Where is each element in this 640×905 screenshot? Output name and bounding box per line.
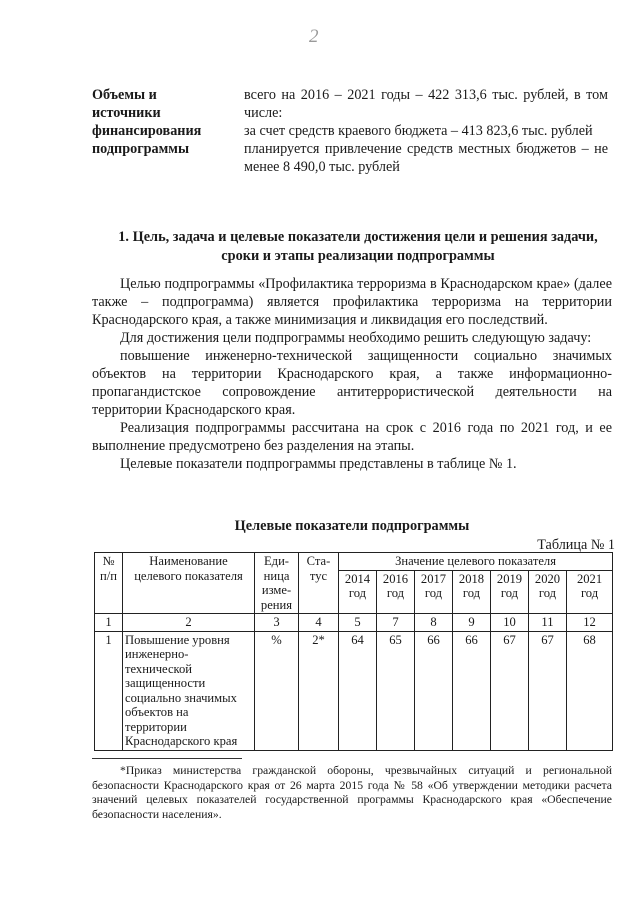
year-cell: 2014 год	[339, 570, 377, 614]
row-value: 67	[529, 631, 567, 750]
footnote-text: *Приказ министерства гражданской обороны, чрезвычайных ситуаций и региональной безопасности Краснодарского края от 26 марта 2015 года № 58 «Об утверждении методики расчета значений целевых показателей государственной программы Краснодарского края «Обеспечение безопасности населения».	[92, 764, 612, 821]
column-number: 7	[377, 614, 415, 632]
table-title: Целевые показатели подпрограммы	[234, 518, 470, 534]
row-name: Повышение уровня инженерно-технической защищенности социально значимых объектов на территории Краснодарского края	[123, 631, 255, 750]
header-num: № п/п	[95, 553, 123, 614]
section-heading-line: сроки и этапы реализации подпрограммы	[221, 247, 495, 264]
paragraph-term: Реализация подпрограммы рассчитана на срок с 2016 года по 2021 год, и ее выполнение предусмотрено без разделения на этапы.	[92, 420, 612, 454]
header-name: Наименование целевого показателя	[123, 553, 255, 614]
row-value: 68	[567, 631, 613, 750]
column-number: 4	[299, 614, 339, 632]
table-number: Таблица № 1	[537, 537, 615, 553]
column-number: 11	[529, 614, 567, 632]
financing-label-line: Объемы и	[92, 87, 157, 103]
row-num: 1	[95, 631, 123, 750]
financing-total: всего на 2016 – 2021 годы – 422 313,6 тыс. рублей, в том числе:	[244, 87, 608, 121]
year-cell: 2017 год	[415, 570, 453, 614]
year-cell: 2016 год	[377, 570, 415, 614]
row-value: 67	[491, 631, 529, 750]
header-unit: Еди-ница изме-рения	[255, 553, 299, 614]
header-values: Значение целевого показателя	[339, 553, 613, 571]
financing-local: планируется привлечение средств местных бюджетов – не менее 8 490,0 тыс. рублей	[244, 141, 608, 175]
footnote-divider	[92, 758, 242, 759]
financing-label-line: источники	[92, 105, 161, 121]
paragraph-task-intro: Для достижения цели подпрограммы необходимо решить следующую задачу:	[120, 330, 592, 346]
row-value: 66	[453, 631, 491, 750]
financing-label-line: финансирования	[92, 123, 202, 139]
footnote	[92, 764, 612, 822]
year-cell: 2018 год	[453, 570, 491, 614]
page-number: 2	[309, 26, 319, 47]
paragraph-goal: Целью подпрограммы «Профилактика терроризма в Краснодарском крае» (далее также – подпрограмма) является профилактика терроризма на территории Краснодарского края, а также минимизация и ликвидация его последствий.	[92, 276, 612, 328]
targets-table	[94, 552, 613, 751]
table-row	[95, 631, 613, 750]
row-value: 64	[339, 631, 377, 750]
column-number: 1	[95, 614, 123, 632]
financing-label-line: подпрограммы	[92, 141, 190, 157]
financing-label	[92, 86, 242, 158]
financing-values	[244, 86, 608, 176]
financing-regional: за счет средств краевого бюджета – 413 823,6 тыс. рублей	[244, 123, 593, 139]
section-heading-line: 1. Цель, задача и целевые показатели достижения цели и решения задачи,	[118, 229, 598, 245]
row-value: 65	[377, 631, 415, 750]
paragraph-task: повышение инженерно-технической защищенности социально значимых объектов на территории Краснодарского края, а также информационно-пропагандистское сопровождение антитеррористической деятельности на территории Краснодарского края.	[92, 348, 612, 418]
column-number: 5	[339, 614, 377, 632]
section-heading	[96, 228, 620, 265]
row-status: 2*	[299, 631, 339, 750]
column-number: 2	[123, 614, 255, 632]
paragraph-table-ref: Целевые показатели подпрограммы представлены в таблице № 1.	[120, 456, 517, 472]
header-status: Ста-тус	[299, 553, 339, 614]
year-cell: 2019 год	[491, 570, 529, 614]
column-number: 10	[491, 614, 529, 632]
year-cell: 2020 год	[529, 570, 567, 614]
column-number: 3	[255, 614, 299, 632]
column-number: 8	[415, 614, 453, 632]
row-value: 66	[415, 631, 453, 750]
year-cell: 2021 год	[567, 570, 613, 614]
table-column-numbers-row	[95, 614, 613, 632]
column-number: 12	[567, 614, 613, 632]
column-number: 9	[453, 614, 491, 632]
section-body	[92, 275, 612, 473]
row-unit: %	[255, 631, 299, 750]
table-header-row	[95, 553, 613, 571]
